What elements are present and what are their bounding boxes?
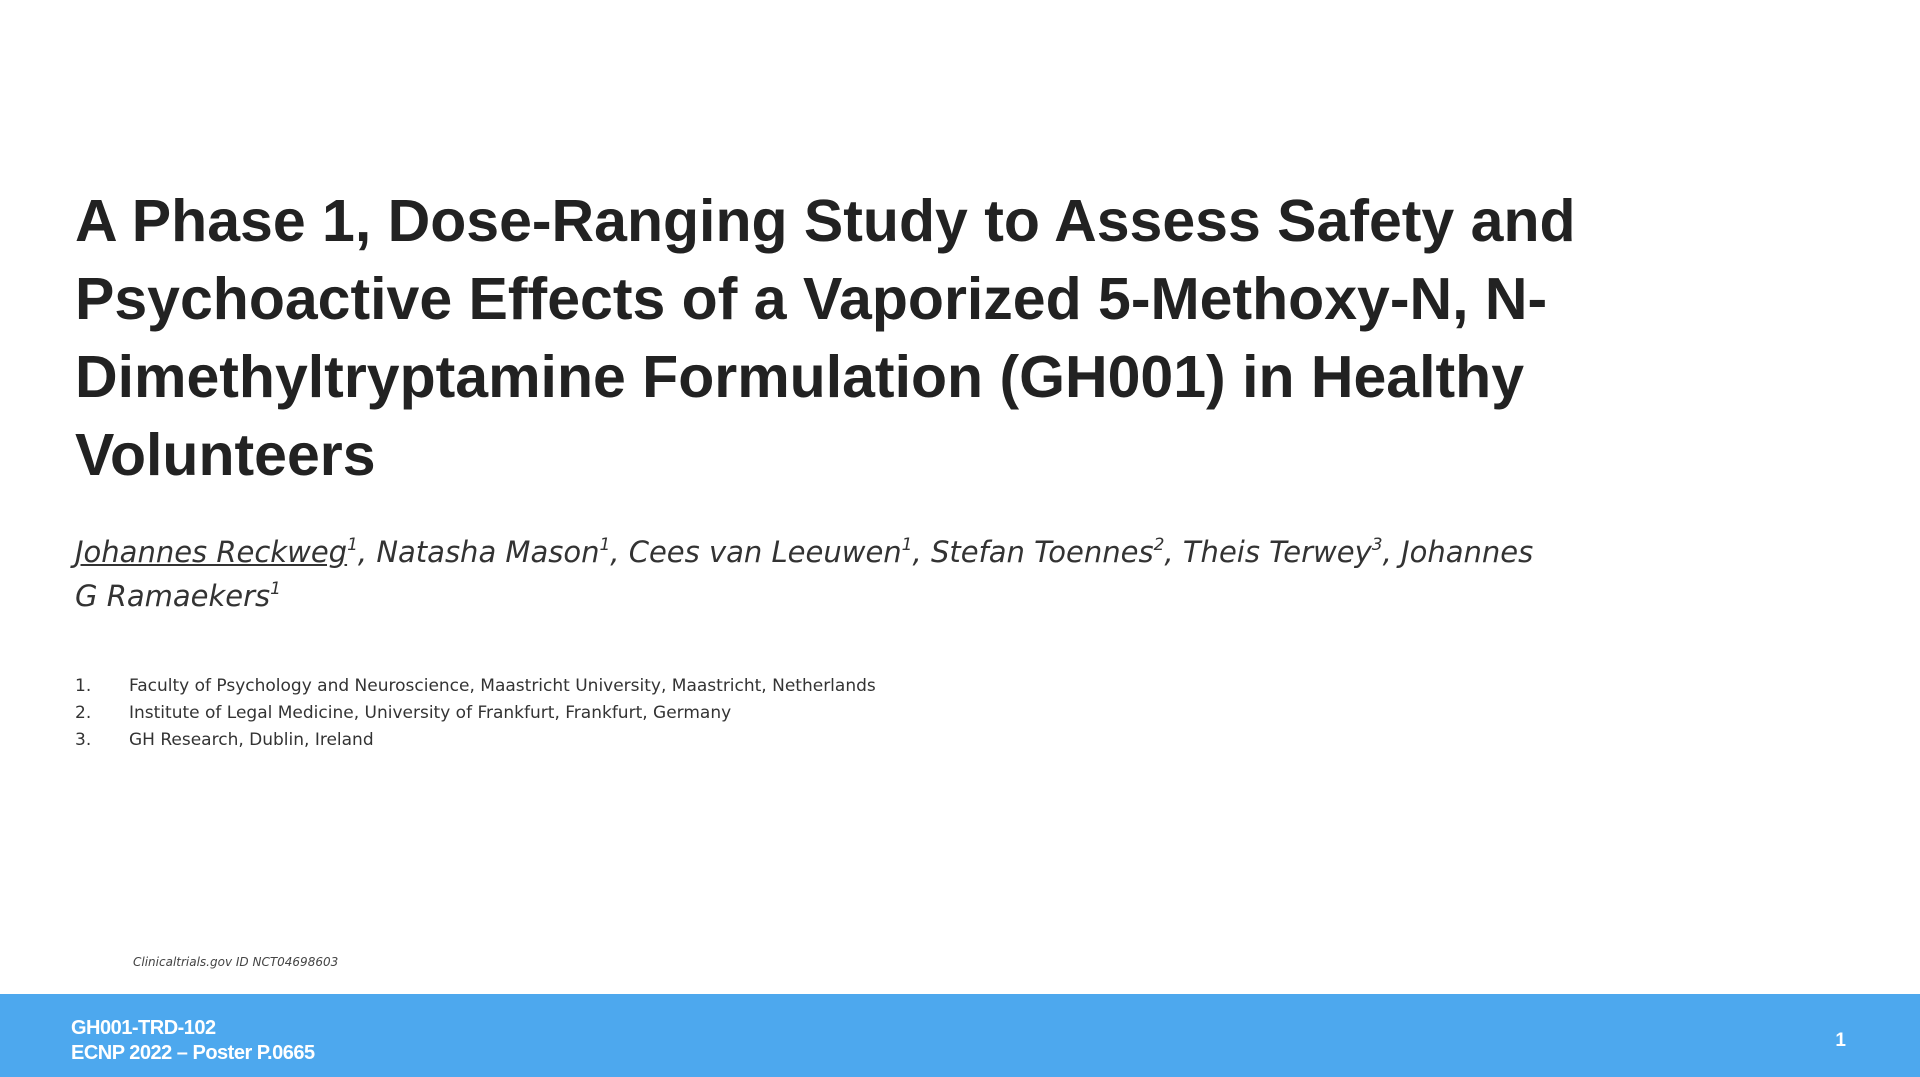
author-affiliation-sup: 1 [270, 579, 281, 599]
author-name: Theis Terwey [1182, 535, 1372, 569]
affiliation-item [75, 700, 876, 727]
author-affiliation-sup: 1 [599, 535, 611, 555]
affiliation-list [75, 673, 876, 754]
affiliation-text: Faculty of Psychology and Neuroscience, Maastricht University, Maastricht, Netherlands [129, 676, 876, 696]
author-name-presenter: Johannes Reckweg [75, 535, 348, 569]
title-line: Psychoactive Effects of a Vaporized 5-Methoxy-N, N- [75, 266, 1548, 332]
author-name: G Ramaekers [75, 579, 271, 613]
affiliation-number: 1. [75, 676, 92, 696]
title-line: Volunteers [75, 422, 376, 488]
author-line: Johannes Reckweg$^1$, Natasha Mason$^1$, Cees van Leeuwen$^1$, Stefan Toennes$^2$, Theis Terwey$^3$, Johannes [75, 535, 1534, 569]
affiliation-item [75, 727, 876, 754]
affiliation-text: GH Research, Dublin, Ireland [129, 730, 374, 750]
page-number: 1 [1835, 1030, 1846, 1051]
affiliation-text: Institute of Legal Medicine, University of Frankfurt, Frankfurt, Germany [129, 703, 732, 723]
author-affiliation-sup: 1 [901, 535, 913, 555]
affiliation-item [75, 673, 876, 700]
footer-bar [0, 994, 1920, 1077]
author-affiliation-sup: 3 [1371, 535, 1383, 555]
author-name: Cees van Leeuwen [628, 535, 902, 569]
author-affiliation-sup: 2 [1153, 535, 1165, 555]
title-line: A Phase 1, Dose-Ranging Study to Assess Safety and [75, 188, 1576, 254]
author-line [75, 574, 1575, 618]
affiliation-number: 2. [75, 703, 92, 723]
author-name: Johannes [1401, 535, 1534, 569]
author-affiliation-sup: 1 [347, 535, 358, 555]
poster-reference: ECNP 2022 – Poster P.0665 [71, 1042, 315, 1064]
affiliation-number: 3. [75, 730, 92, 750]
author-name: Natasha Mason [376, 535, 600, 569]
trial-registration-id: Clinicaltrials.gov ID NCT04698603 [133, 955, 339, 969]
study-code: GH001-TRD-102 [71, 1017, 216, 1039]
title-line: Dimethyltryptamine Formulation (GH001) in Healthy [75, 344, 1525, 410]
slide-title [75, 182, 1755, 494]
author-name: Stefan Toennes [930, 535, 1154, 569]
author-list [75, 530, 1575, 618]
